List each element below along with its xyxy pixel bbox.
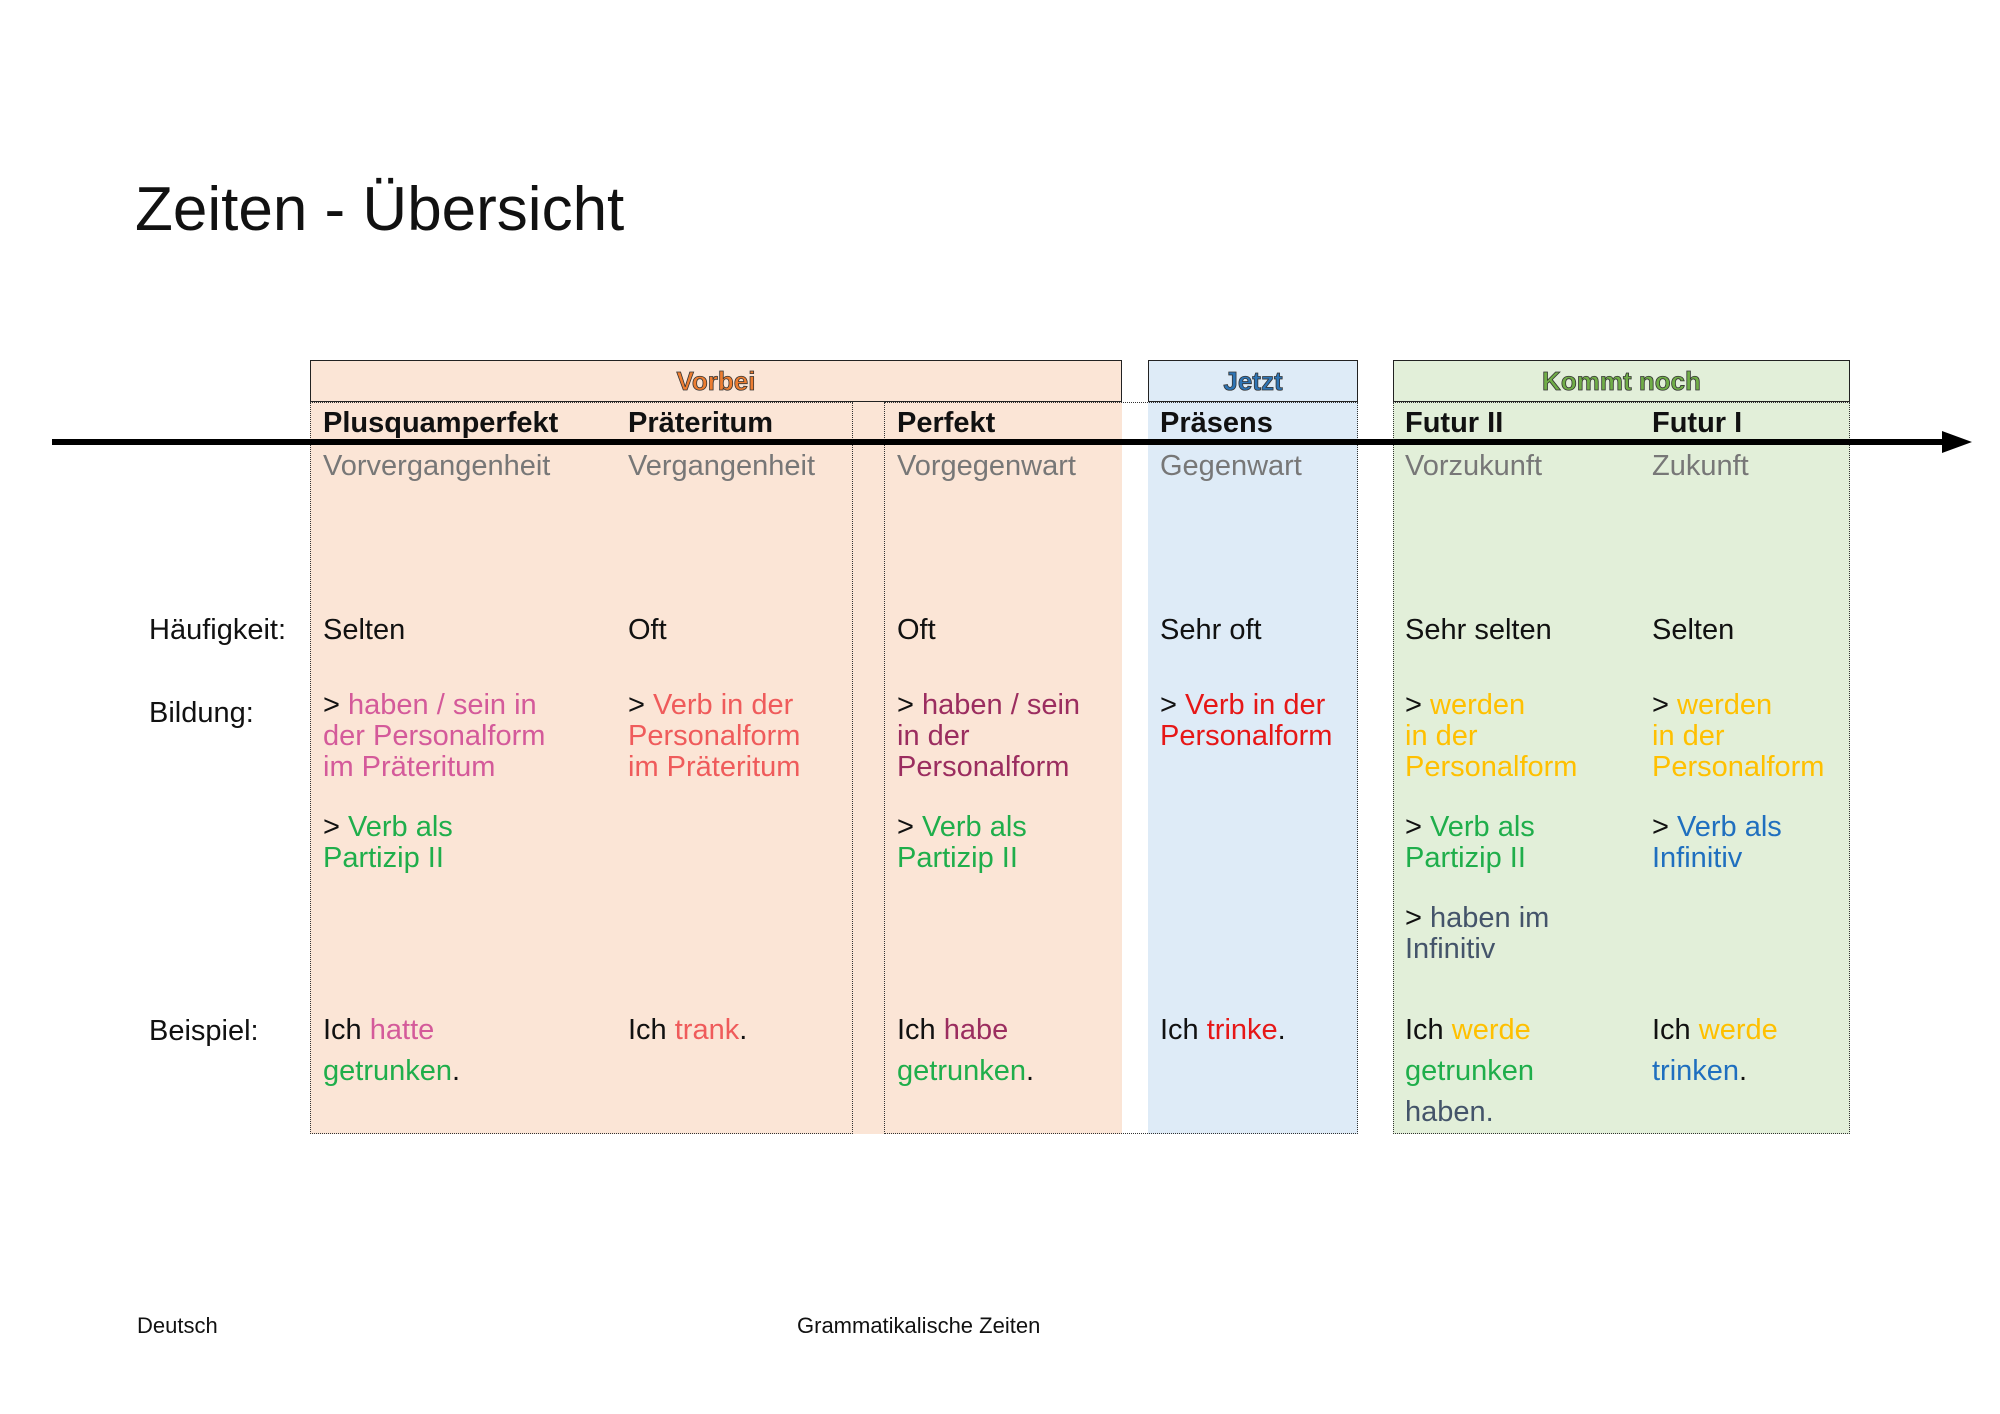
bullet: > <box>1160 689 1185 721</box>
text-gray-blue: haben im <box>1430 902 1550 934</box>
text-red: Personalform <box>1160 720 1333 752</box>
word-green: getrunken <box>1405 1055 1534 1087</box>
sub-futur1: Zukunft <box>1652 450 1749 482</box>
bildung-plusquamperfekt-2 <box>323 812 453 874</box>
text-salmon: Verb in der <box>653 689 794 721</box>
bullet: > <box>897 811 922 843</box>
bullet: > <box>1405 689 1430 721</box>
word-gray-blue: haben. <box>1405 1096 1494 1128</box>
header-praesens: Präsens <box>1160 407 1273 439</box>
text-yellow: in der <box>1405 720 1478 752</box>
text-yellow: Personalform <box>1652 751 1825 783</box>
gap-strip <box>852 402 884 1134</box>
text-plum: Personalform <box>897 751 1070 783</box>
word: Ich <box>628 1014 675 1046</box>
word-plum: habe <box>943 1014 1009 1046</box>
timeline-arrow-head <box>1942 431 1972 453</box>
band-kommt-noch-label: Kommt noch <box>1542 365 1701 396</box>
word: . <box>1277 1014 1286 1046</box>
text-green: Verb als <box>1430 811 1535 843</box>
text-yellow: werden <box>1677 689 1773 721</box>
text-gray-blue: Infinitiv <box>1405 933 1496 965</box>
bildung-futur1-1 <box>1652 690 1824 783</box>
freq-futur2: Sehr selten <box>1405 614 1552 646</box>
example-futur1 <box>1652 1010 1778 1092</box>
word: . <box>452 1055 461 1087</box>
bildung-perfekt-1 <box>897 690 1080 783</box>
word: . <box>1026 1055 1035 1087</box>
text-plum: haben / sein <box>922 689 1081 721</box>
word-yellow: werde <box>1451 1014 1531 1046</box>
text-red: Verb in der <box>1185 689 1326 721</box>
word-yellow: werde <box>1698 1014 1778 1046</box>
header-plusquamperfekt: Plusquamperfekt <box>323 407 559 439</box>
text-yellow: Personalform <box>1405 751 1578 783</box>
word-red: trinke <box>1206 1014 1278 1046</box>
sub-futur2: Vorzukunft <box>1405 450 1543 482</box>
sub-perfekt: Vorgegenwart <box>897 450 1076 482</box>
word: Ich <box>897 1014 944 1046</box>
bullet: > <box>628 689 653 721</box>
text-green: Partizip II <box>897 842 1018 874</box>
band-vorbei-label: Vorbei <box>676 365 756 396</box>
text-green: Partizip II <box>323 842 444 874</box>
text-blue: Infinitiv <box>1652 842 1743 874</box>
sub-praeteritum: Vergangenheit <box>628 450 816 482</box>
bildung-futur2-3 <box>1405 903 1549 965</box>
text-green: Verb als <box>348 811 453 843</box>
header-futur1: Futur I <box>1652 407 1743 439</box>
header-perfekt: Perfekt <box>897 407 996 439</box>
freq-plusquamperfekt: Selten <box>323 614 406 646</box>
bullet: > <box>897 689 922 721</box>
example-praesens <box>1160 1010 1286 1051</box>
word: Ich <box>1405 1014 1452 1046</box>
word-pink: hatte <box>369 1014 435 1046</box>
example-perfekt <box>897 1010 1034 1092</box>
word: Ich <box>323 1014 370 1046</box>
text-salmon: im Präteritum <box>628 751 801 783</box>
bildung-praesens-1 <box>1160 690 1332 752</box>
word: . <box>739 1014 748 1046</box>
band-jetzt-label: Jetzt <box>1223 365 1283 396</box>
word-salmon: trank <box>674 1014 740 1046</box>
text-pink: im Präteritum <box>323 751 496 783</box>
bildung-praeteritum-1 <box>628 690 800 783</box>
row-label-beispiel: Beispiel: <box>149 1015 259 1047</box>
footer-center: Grammatikalische Zeiten <box>797 1313 1041 1338</box>
bildung-plusquamperfekt-1 <box>323 690 545 783</box>
text-yellow: werden <box>1430 689 1526 721</box>
example-praeteritum <box>628 1010 747 1051</box>
bullet: > <box>323 811 348 843</box>
bildung-perfekt-2 <box>897 812 1027 874</box>
text-green: Verb als <box>922 811 1027 843</box>
text-pink: haben / sein in <box>348 689 537 721</box>
word: Ich <box>1160 1014 1207 1046</box>
text-salmon: Personalform <box>628 720 801 752</box>
page-title: Zeiten - Übersicht <box>135 175 625 244</box>
band-kommt-noch <box>1393 360 1850 402</box>
example-plusquamperfekt <box>323 1010 460 1092</box>
bullet: > <box>323 689 348 721</box>
bullet: > <box>1405 902 1430 934</box>
row-label-haeufigkeit: Häufigkeit: <box>149 614 287 646</box>
bildung-futur1-2 <box>1652 812 1782 874</box>
freq-praesens: Sehr oft <box>1160 614 1262 646</box>
sub-praesens: Gegenwart <box>1160 450 1302 482</box>
row-label-bildung: Bildung: <box>149 697 254 729</box>
band-vorbei <box>310 360 1122 402</box>
freq-perfekt: Oft <box>897 614 936 646</box>
bullet: > <box>1405 811 1430 843</box>
header-praeteritum: Präteritum <box>628 407 774 439</box>
bildung-futur2-2 <box>1405 812 1535 874</box>
freq-praeteritum: Oft <box>628 614 667 646</box>
word-green: getrunken <box>897 1055 1026 1087</box>
text-plum: in der <box>897 720 970 752</box>
text-green: Partizip II <box>1405 842 1526 874</box>
bildung-futur2-1 <box>1405 690 1577 783</box>
header-futur2: Futur II <box>1405 407 1504 439</box>
text-pink: der Personalform <box>323 720 546 752</box>
timeline-arrow-line <box>52 439 1947 445</box>
bullet: > <box>1652 811 1677 843</box>
band-jetzt <box>1148 360 1358 402</box>
text-yellow: in der <box>1652 720 1725 752</box>
text-blue: Verb als <box>1677 811 1782 843</box>
word-blue: trinken <box>1652 1055 1740 1087</box>
bullet: > <box>1652 689 1677 721</box>
word-green: getrunken <box>323 1055 452 1087</box>
example-futur2 <box>1405 1010 1534 1133</box>
word: . <box>1739 1055 1748 1087</box>
sub-plusquamperfekt: Vorvergangenheit <box>323 450 551 482</box>
freq-futur1: Selten <box>1652 614 1735 646</box>
word: Ich <box>1652 1014 1699 1046</box>
footer-left: Deutsch <box>137 1313 218 1338</box>
